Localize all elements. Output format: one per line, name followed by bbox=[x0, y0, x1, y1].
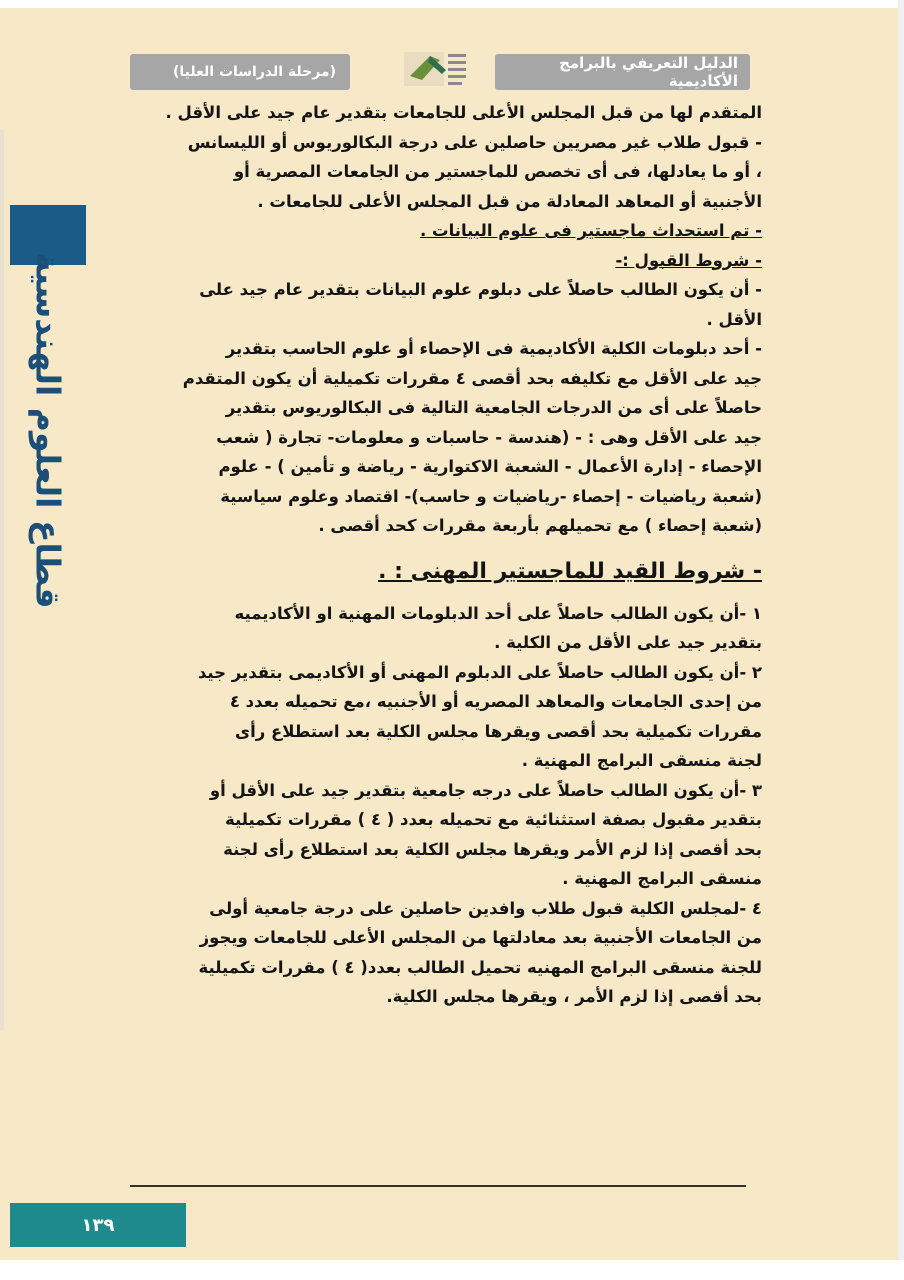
admission-line: - أن يكون الطالب حاصلاً على دبلوم علوم البيانات بتقدير عام جيد على bbox=[199, 280, 762, 299]
professional-line: بحد أقصى إذا لزم الأمر ، ويقرها مجلس الكلية. bbox=[386, 987, 762, 1006]
faculty-logo-icon bbox=[400, 46, 470, 92]
professional-line: بتقدير جيد على الأقل من الكلية . bbox=[494, 633, 762, 652]
scan-right-border bbox=[898, 0, 904, 1280]
sector-side-label bbox=[10, 251, 86, 609]
new-program-note: - تم استحداث ماجستير فى علوم البيانات . bbox=[420, 221, 762, 240]
body-line: ، أو ما يعادلها، فى أى تخصص للماجستير من الجامعات المصرية أو bbox=[233, 162, 762, 181]
professional-line: من الجامعات الأجنبية بعد معادلتها من المجلس الأعلى للجامعات ويجوز bbox=[199, 928, 762, 947]
body-line: - قبول طلاب غير مصريين حاصلين على درجة البكالوريوس أو الليسانس bbox=[187, 132, 762, 152]
stage-bar bbox=[130, 54, 350, 90]
guide-title-bar bbox=[495, 54, 750, 90]
body-line: الأجنبية أو المعاهد المعادلة من قبل المجلس الأعلى للجامعات . bbox=[257, 191, 762, 211]
professional-line: من إحدى الجامعات والمعاهد المصريه أو الأجنبيه ،مع تحميله بعدد ٤ bbox=[229, 692, 762, 711]
admission-line: (شعبة رياضيات - إحصاء -رياضيات و حاسب)- اقتصاد وعلوم سياسية bbox=[220, 486, 762, 506]
professional-line: بتقدير مقبول بصفة استثنائية مع تحميله بعدد ( ٤ ) مقررات تكميلية bbox=[225, 810, 762, 829]
body-line: المتقدم لها من قبل المجلس الأعلى للجامعات بتقدير عام جيد على الأقل . bbox=[165, 103, 762, 122]
professional-line: ٤ -لمجلس الكلية قبول طلاب وافدين حاصلين على درجة جامعية أولى bbox=[209, 898, 762, 918]
stage-label: (مرحلة الدراسات العليا) bbox=[173, 64, 336, 80]
professional-line: مقررات تكميلية بحد أقصى ويقرها مجلس الكلية بعد استطلاع رأى bbox=[234, 721, 762, 741]
professional-line: ٣ -أن يكون الطالب حاصلاً على درجه جامعية بتقدير جيد على الأقل أو bbox=[209, 780, 762, 800]
scan-left-edge bbox=[0, 130, 4, 1030]
scan-top-border bbox=[0, 0, 904, 8]
page-number-bar bbox=[10, 1203, 186, 1247]
professional-line: بحد أقصى إذا لزم الأمر ويقرها مجلس الكلية بعد استطلاع رأى لجنة bbox=[223, 839, 762, 859]
admission-line: جيد على الأقل وهى : - (هندسة - حاسبات و معلومات- تجارة ( شعب bbox=[216, 427, 762, 447]
professional-heading: - شروط القيد للماجستير المهنى : . bbox=[378, 558, 762, 584]
admission-heading: - شروط القبول :- bbox=[615, 250, 762, 270]
admission-line: الإحصاء - إدارة الأعمال - الشعبة الاكتوارية - رياضة و تأمين ) - علوم bbox=[218, 457, 762, 476]
admission-line: - أحد دبلومات الكلية الأكاديمية فى الإحصاء أو علوم الحاسب بتقدير bbox=[225, 339, 762, 358]
professional-line: منسقى البرامج المهنية . bbox=[562, 869, 762, 888]
admission-line: جيد على الأقل مع تكليفه بحد أقصى ٤ مقررات تكميلية أن يكون المتقدم bbox=[182, 368, 762, 388]
professional-line: ٢ -أن يكون الطالب حاصلاً على الدبلوم المهنى أو الأكاديمى بتقدير جيد bbox=[197, 662, 762, 682]
professional-line: ١ -أن يكون الطالب حاصلاً على أحد الدبلومات المهنية او الأكاديميه bbox=[234, 603, 762, 623]
page-number: ١٣٩ bbox=[81, 1214, 115, 1236]
guide-title: الدليل التعريفي بالبرامج الأكاديمية bbox=[559, 54, 738, 90]
admission-line: (شعبة إحصاء ) مع تحميلهم بأربعة مقررات كحد أقصى . bbox=[318, 516, 762, 535]
scan-bottom-border bbox=[0, 1260, 904, 1280]
page-body bbox=[112, 98, 762, 1012]
sector-name: قطاع العلوم الهندسية bbox=[28, 251, 68, 609]
professional-line: لجنة منسقى البرامج المهنية . bbox=[521, 751, 762, 770]
footer-divider bbox=[130, 1185, 746, 1187]
professional-line: للجنة منسقى البرامج المهنيه تحميل الطالب بعدد( ٤ ) مقررات تكميلية bbox=[198, 957, 762, 977]
admission-line: الأقل . bbox=[706, 309, 762, 329]
admission-line: حاصلاً على أى من الدرجات الجامعية التالية فى البكالوريوس بتقدير bbox=[225, 398, 762, 417]
